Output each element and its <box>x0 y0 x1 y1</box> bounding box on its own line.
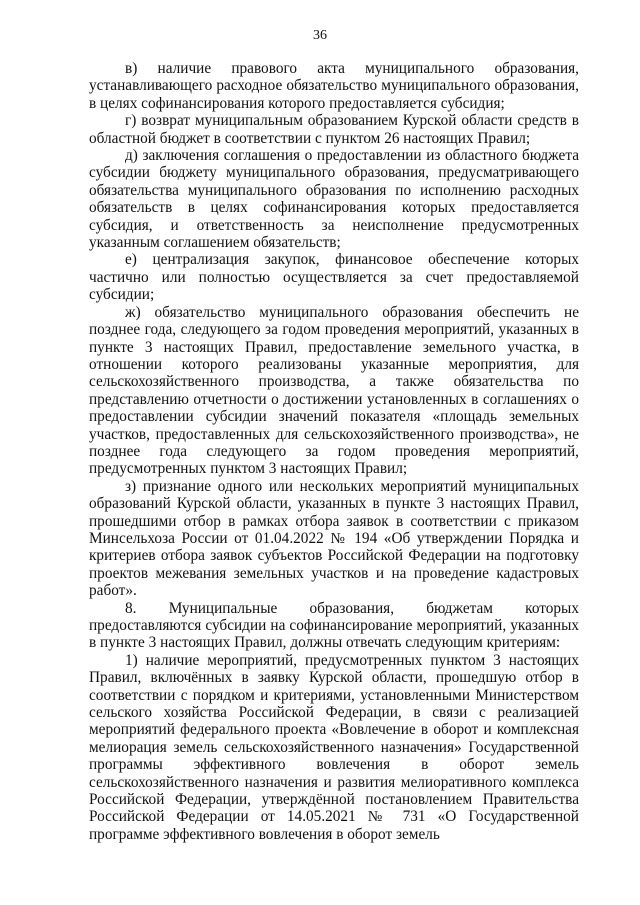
paragraph-8-1: 1) наличие мероприятий, предусмотренных пунктом 3 настоящих Правил, включённых в заявку Курской области, прошедшую отбор в соответствии с порядком и критериями, установленными Министерством сельского хозяйства Российской Федерации, в связи с реализацией мероприятий федерального проекта «Вовлечение в оборот и комплексная мелиорация земель сельскохозяйственного назначения» Государственной программы эффективного вовлечения в оборот земель сельскохозяйственного назначения и развития мелиоративного комплекса Российской Федерации, утверждённой постановлением Правительства Российской Федерации от 14.05.2021 № 731 «О Государственной программе эффективного вовлечения в оборот земель <box>89 651 579 843</box>
paragraph-v: в) наличие правового акта муниципального образования, устанавливающего расходное обязательство муниципального образования, в целях софинансирования которого предоставляется субсидия; <box>89 60 579 112</box>
paragraph-d: д) заключения соглашения о предоставлении из областного бюджета субсидии бюджету муниципального образования, предусматривающего обязательства муниципального образования по исполнению расходных обязательств в целях софинансирования которых предоставляется субсидия, и ответственность за неисполнение предусмотренных указанным соглашением обязательств; <box>89 147 579 252</box>
paragraph-z: з) признание одного или нескольких мероприятий муниципальных образований Курской области, указанных в пункте 3 настоящих Правил, прошедшими отбор в рамках отбора заявок в соответствии с приказом Минсельхоза России от 01.04.2022 № 194 «Об утверждении Порядка и критериев отбора заявок субъектов Российской Федерации на подготовку проектов межевания земельных участков и на проведение кадастровых работ». <box>89 477 579 600</box>
paragraph-zh: ж) обязательство муниципального образования обеспечить не позднее года, следующего за годом проведения мероприятий, указанных в пункте 3 настоящих Правил, предоставление земельного участка, в отношении которого реализованы указанные мероприятия, для сельскохозяйственного производства, а также обязательства по представлению отчетности о достижении установленных в соглашениях о предоставлении субсидии значений показателя «площадь земельных участков, предоставленных для сельскохозяйственного производства», не позднее года следующего за годом проведения мероприятий, предусмотренных пунктом 3 настоящих Правил; <box>89 303 579 478</box>
document-body <box>89 60 579 843</box>
paragraph-8: 8. Муниципальные образования, бюджетам которых предоставляются субсидии на софинансирование мероприятий, указанных в пункте 3 настоящих Правил, должны отвечать следующим критериям: <box>89 599 579 652</box>
paragraph-g: г) возврат муниципальным образованием Курской области средств в областной бюджет в соответствии с пунктом 26 настоящих Правил; <box>89 112 579 147</box>
paragraph-e: е) централизация закупок, финансовое обеспечение которых частично или полностью осуществляется за счет предоставляемой субсидии; <box>89 251 579 304</box>
page-number: 36 <box>313 28 327 43</box>
